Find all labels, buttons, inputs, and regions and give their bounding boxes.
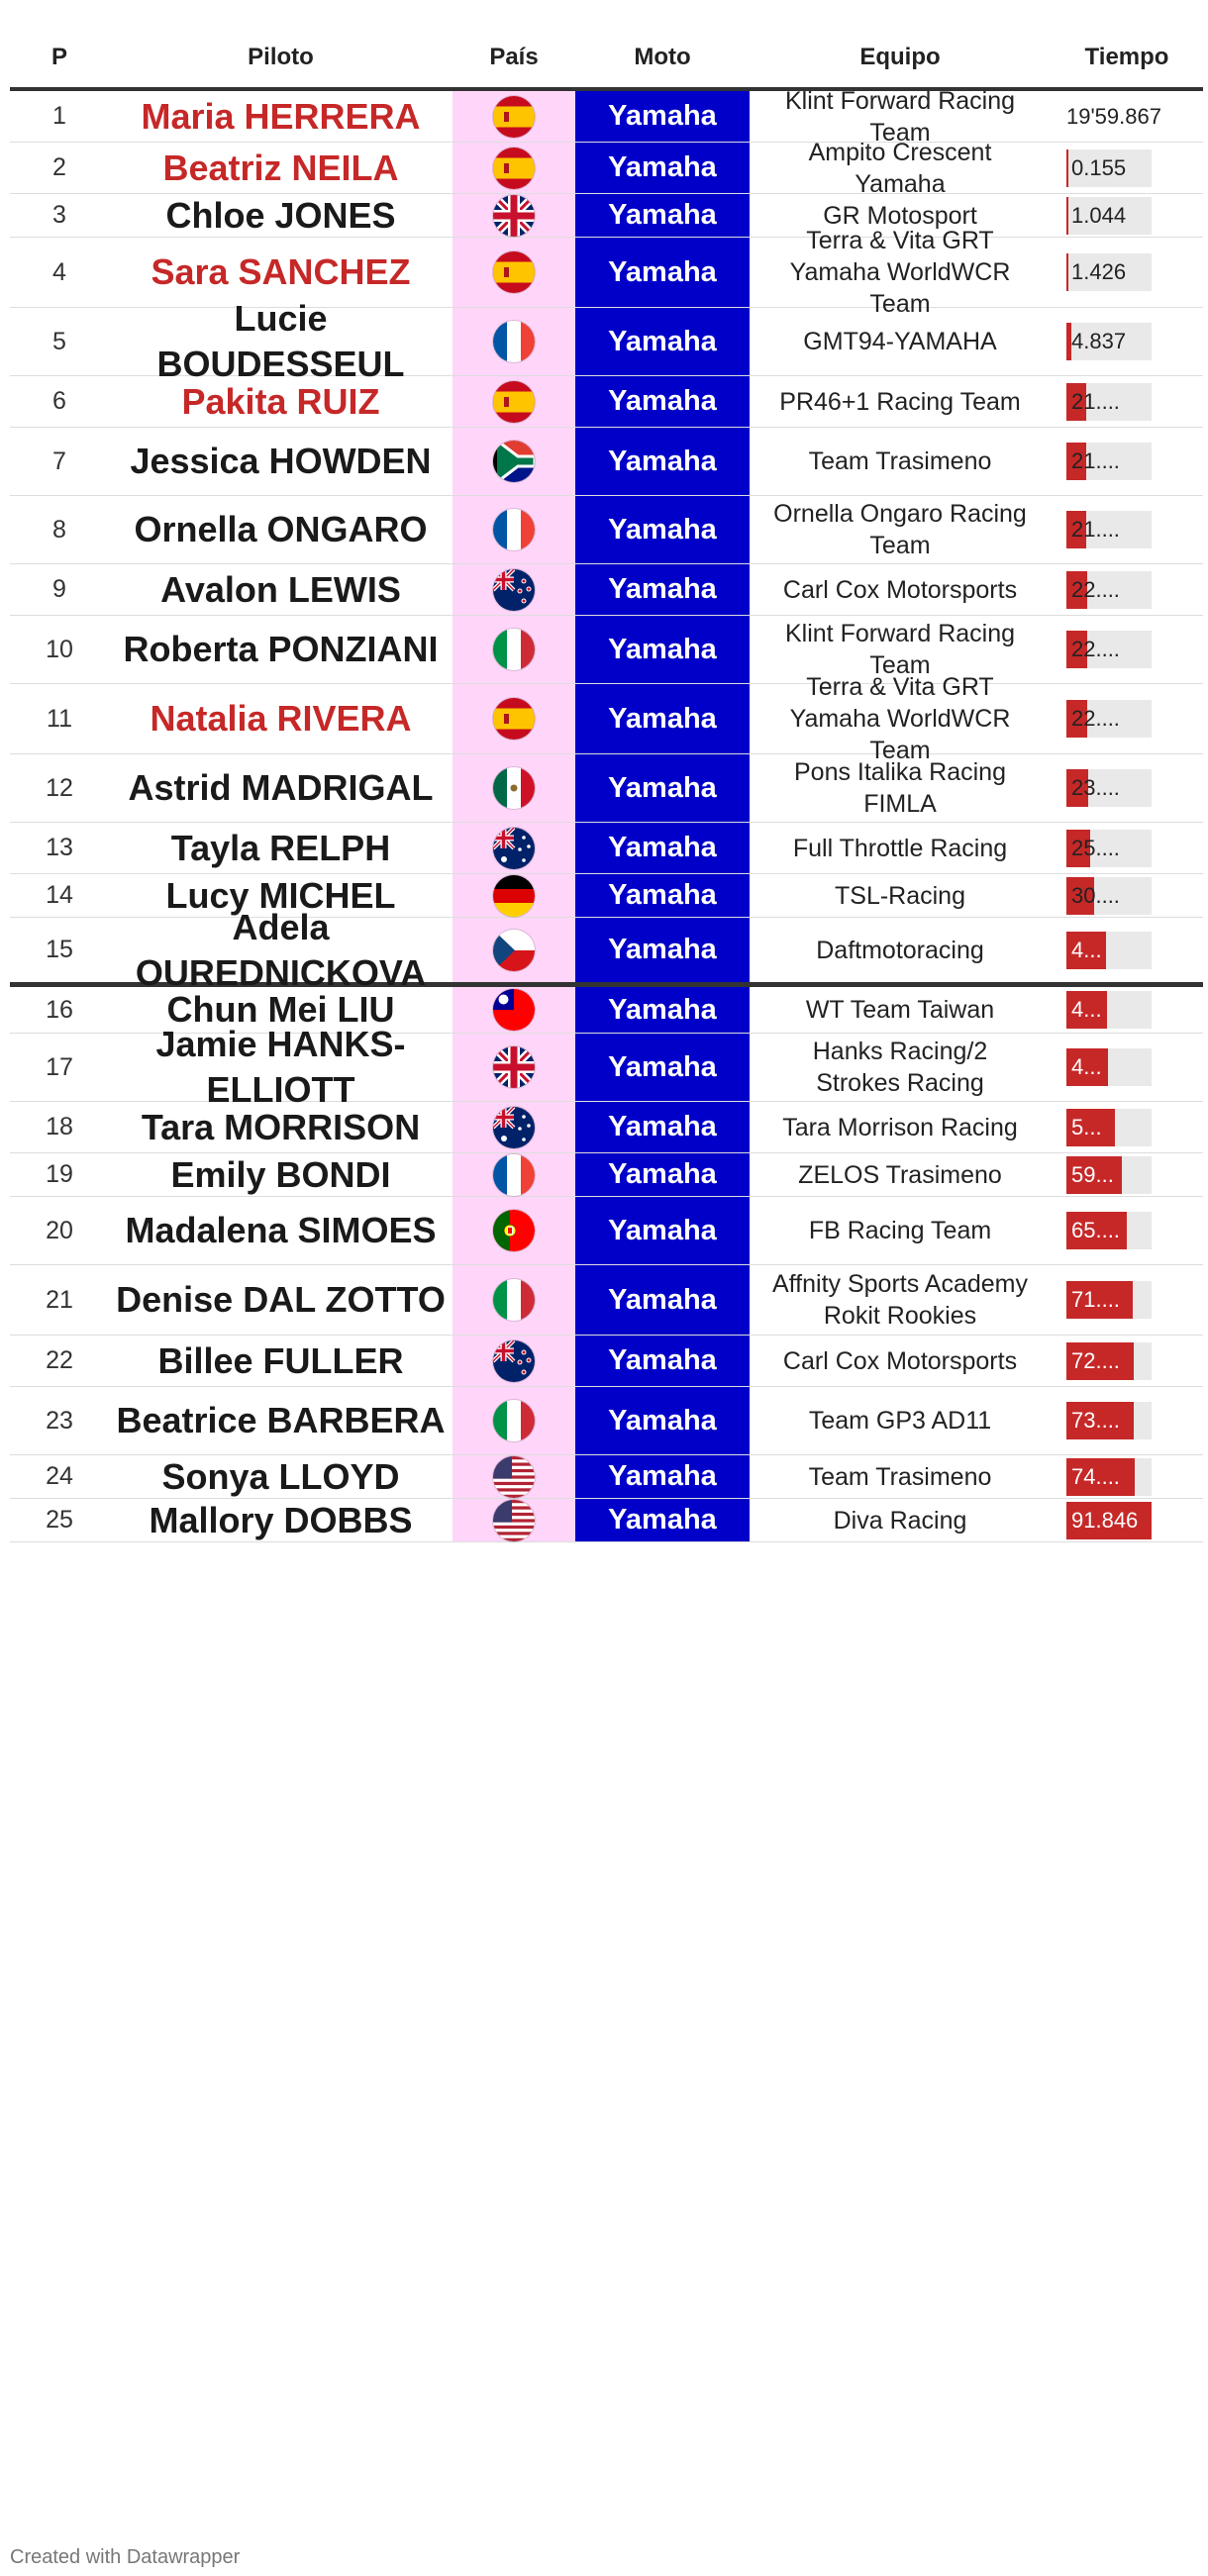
gap-bar bbox=[1066, 1281, 1152, 1319]
position: 5 bbox=[52, 327, 66, 355]
gap-value: 72.... bbox=[1071, 1347, 1120, 1373]
bike-brand: Yamaha bbox=[575, 754, 750, 822]
position: 24 bbox=[46, 1462, 73, 1490]
table-row bbox=[10, 906, 1203, 993]
bike-brand: Yamaha bbox=[575, 918, 750, 982]
gap-bar bbox=[1066, 197, 1152, 235]
team-name: Terra & Vita GRT Yamaha WorldWCR Team bbox=[789, 227, 1011, 318]
country-cell bbox=[453, 143, 575, 193]
time-cell bbox=[1051, 823, 1203, 873]
time-cell bbox=[1051, 428, 1203, 495]
team-name: Ampito Crescent Yamaha bbox=[808, 138, 992, 198]
gap-bar bbox=[1066, 443, 1152, 480]
rider-name: Chun Mei LIU bbox=[166, 989, 395, 1030]
table-row bbox=[10, 673, 1203, 764]
rider-name: Ornella ONGARO bbox=[134, 509, 428, 549]
gap-value: 1.044 bbox=[1071, 202, 1127, 228]
table-row bbox=[10, 86, 1203, 147]
team-name: WT Team Taiwan bbox=[805, 996, 995, 1024]
spain-flag-icon bbox=[493, 251, 535, 293]
country-cell bbox=[453, 1034, 575, 1101]
table-row bbox=[10, 1336, 1203, 1387]
country-cell bbox=[453, 684, 575, 753]
table-row bbox=[10, 428, 1203, 496]
table-row bbox=[10, 1024, 1203, 1110]
rider-name: Beatrice BARBERA bbox=[116, 1400, 446, 1440]
bike-brand: Yamaha bbox=[575, 428, 750, 495]
gap-bar-fill bbox=[1066, 149, 1068, 187]
table-row bbox=[10, 1197, 1203, 1265]
gap-value: 30.... bbox=[1071, 882, 1120, 908]
position: 19 bbox=[46, 1160, 73, 1188]
gap-bar bbox=[1066, 700, 1152, 738]
bike-brand: Yamaha bbox=[575, 91, 750, 142]
bike-brand: Yamaha bbox=[575, 496, 750, 563]
team-name: Tara Morrison Racing bbox=[782, 1113, 1018, 1141]
position: 9 bbox=[52, 575, 66, 603]
table-row bbox=[10, 1102, 1203, 1153]
position: 15 bbox=[46, 936, 73, 963]
spain-flag-icon bbox=[493, 381, 535, 423]
gap-bar bbox=[1066, 1212, 1152, 1249]
time-cell bbox=[1051, 194, 1203, 237]
team-name: Klint Forward Racing Team bbox=[784, 620, 1016, 679]
rider-name: Lucy MICHEL bbox=[165, 874, 396, 916]
gap-bar bbox=[1066, 383, 1152, 421]
time-cell bbox=[1051, 684, 1203, 753]
time-cell bbox=[1051, 1197, 1203, 1264]
rider-name: Madalena SIMOES bbox=[125, 1210, 437, 1250]
time-cell bbox=[1051, 496, 1203, 563]
gap-value: 71.... bbox=[1071, 1287, 1120, 1312]
team-name: Hanks Racing/2 Strokes Racing bbox=[812, 1038, 988, 1097]
rider-name: Sonya LLOYD bbox=[161, 1455, 400, 1497]
position: 6 bbox=[52, 387, 66, 415]
country-cell bbox=[453, 428, 575, 495]
time-cell bbox=[1051, 1102, 1203, 1152]
position: 17 bbox=[46, 1052, 73, 1081]
time-cell bbox=[1051, 1387, 1203, 1454]
country-cell bbox=[453, 194, 575, 237]
bike-brand: Yamaha bbox=[575, 308, 750, 375]
rider-name: Natalia RIVERA bbox=[150, 698, 412, 739]
france-flag-icon bbox=[493, 1154, 535, 1196]
gap-value: 21.... bbox=[1071, 448, 1120, 473]
bike-brand: Yamaha bbox=[575, 143, 750, 193]
position: 2 bbox=[52, 153, 66, 181]
time-cell bbox=[1051, 1265, 1203, 1335]
spain-flag-icon bbox=[493, 148, 535, 189]
header-pais: País bbox=[489, 44, 539, 70]
table-row bbox=[10, 1265, 1203, 1336]
gap-value: 74.... bbox=[1071, 1463, 1120, 1489]
country-cell bbox=[453, 754, 575, 822]
gap-value: 22.... bbox=[1071, 576, 1120, 602]
team-name: Klint Forward Racing Team bbox=[784, 86, 1016, 147]
gap-bar bbox=[1066, 1109, 1152, 1146]
team-name: Diva Racing bbox=[833, 1506, 967, 1535]
gap-bar bbox=[1066, 511, 1152, 548]
rider-name: Billee FULLER bbox=[157, 1339, 404, 1381]
rider-name: Pakita RUIZ bbox=[181, 380, 380, 422]
team-name: Team Trasimeno bbox=[808, 1462, 992, 1491]
country-cell bbox=[453, 1455, 575, 1498]
table-row bbox=[10, 138, 1203, 198]
gap-bar bbox=[1066, 1048, 1152, 1086]
bike-brand: Yamaha bbox=[575, 1387, 750, 1454]
gap-bar bbox=[1066, 1342, 1152, 1380]
position: 12 bbox=[46, 773, 73, 802]
country-cell bbox=[453, 1197, 575, 1264]
position: 8 bbox=[52, 515, 66, 544]
team-name: Team GP3 AD11 bbox=[808, 1407, 992, 1435]
bike-brand: Yamaha bbox=[575, 1197, 750, 1264]
bike-brand: Yamaha bbox=[575, 1499, 750, 1541]
country-cell bbox=[453, 1153, 575, 1196]
table-row bbox=[10, 823, 1203, 874]
country-cell bbox=[453, 1387, 575, 1454]
position: 13 bbox=[46, 834, 73, 861]
team-name: Affnity Sports Academy Rokit Rookies bbox=[772, 1270, 1028, 1330]
south-africa-flag-icon bbox=[493, 441, 535, 482]
spain-flag-icon bbox=[493, 96, 535, 138]
position: 25 bbox=[46, 1506, 73, 1534]
time-cell bbox=[1051, 918, 1203, 982]
bike-brand: Yamaha bbox=[575, 238, 750, 307]
country-cell bbox=[453, 823, 575, 873]
gap-value: 21.... bbox=[1071, 388, 1120, 414]
country-cell bbox=[453, 91, 575, 142]
country-cell bbox=[453, 1336, 575, 1386]
position: 3 bbox=[52, 201, 66, 229]
new-zealand-flag-icon bbox=[493, 569, 535, 611]
time-cell bbox=[1051, 143, 1203, 193]
table-row bbox=[10, 496, 1203, 564]
table-row bbox=[10, 298, 1203, 384]
time-cell bbox=[1051, 874, 1203, 917]
czech-flag-icon bbox=[493, 930, 535, 971]
gap-value: 4... bbox=[1071, 997, 1102, 1022]
gap-bar bbox=[1066, 932, 1152, 969]
gap-bar-fill bbox=[1066, 197, 1068, 235]
gap-bar bbox=[1066, 149, 1152, 187]
team-name: TSL-Racing bbox=[835, 881, 965, 910]
gap-value: 59... bbox=[1071, 1161, 1114, 1187]
gap-value: 23.... bbox=[1071, 775, 1120, 800]
country-cell bbox=[453, 308, 575, 375]
uk-flag-icon bbox=[493, 1046, 535, 1088]
uk-flag-icon bbox=[493, 195, 535, 237]
time-cell bbox=[1051, 1153, 1203, 1196]
country-cell bbox=[453, 1102, 575, 1152]
rider-name: Maria HERRERA bbox=[141, 95, 421, 137]
team-name: Full Throttle Racing bbox=[792, 834, 1008, 862]
header-equipo: Equipo bbox=[859, 44, 941, 70]
team-name: FB Racing Team bbox=[808, 1217, 992, 1244]
gap-bar bbox=[1066, 571, 1152, 609]
time-cell bbox=[1051, 616, 1203, 683]
country-cell bbox=[453, 1499, 575, 1541]
gap-bar bbox=[1066, 1402, 1152, 1439]
gap-bar bbox=[1066, 877, 1152, 915]
leader-time: 19'59.867 bbox=[1066, 103, 1161, 129]
gap-value: 1.426 bbox=[1071, 259, 1127, 284]
team-name: Pons Italika Racing FIMLA bbox=[793, 758, 1006, 818]
bike-brand: Yamaha bbox=[575, 874, 750, 917]
usa-flag-icon bbox=[493, 1456, 535, 1498]
gap-value: 0.155 bbox=[1071, 154, 1127, 180]
gap-bar bbox=[1066, 769, 1152, 807]
position: 16 bbox=[46, 995, 73, 1024]
time-cell bbox=[1051, 238, 1203, 307]
taiwan-flag-icon bbox=[493, 989, 535, 1031]
italy-flag-icon bbox=[493, 1400, 535, 1441]
time-cell bbox=[1051, 91, 1203, 142]
bike-brand: Yamaha bbox=[575, 564, 750, 615]
rider-name: Denise DAL ZOTTO bbox=[116, 1279, 446, 1320]
rider-name: Astrid MADRIGAL bbox=[128, 767, 434, 808]
rider-name: Sara SANCHEZ bbox=[151, 251, 411, 292]
gap-value: 22.... bbox=[1071, 637, 1120, 661]
gap-bar bbox=[1066, 323, 1152, 360]
position: 10 bbox=[46, 635, 73, 663]
position: 1 bbox=[52, 102, 66, 130]
time-cell bbox=[1051, 564, 1203, 615]
country-cell bbox=[453, 918, 575, 982]
germany-flag-icon bbox=[493, 875, 535, 917]
gap-value: 5... bbox=[1071, 1114, 1102, 1139]
position: 18 bbox=[46, 1113, 73, 1140]
team-name: GR Motosport bbox=[823, 201, 977, 230]
country-cell bbox=[453, 496, 575, 563]
rider-name: Beatriz NEILA bbox=[162, 147, 399, 188]
country-cell bbox=[453, 874, 575, 917]
rider-name: Lucie BOUDESSEUL bbox=[156, 298, 405, 384]
italy-flag-icon bbox=[493, 629, 535, 670]
team-name: Carl Cox Motorsports bbox=[782, 1346, 1018, 1375]
bike-brand: Yamaha bbox=[575, 1455, 750, 1498]
bike-brand: Yamaha bbox=[575, 1034, 750, 1101]
position: 4 bbox=[52, 257, 66, 286]
bike-brand: Yamaha bbox=[575, 987, 750, 1033]
rider-name: Adela OUREDNICKOVA bbox=[135, 906, 427, 993]
country-cell bbox=[453, 616, 575, 683]
team-name: Ornella Ongaro Racing Team bbox=[773, 500, 1027, 559]
france-flag-icon bbox=[493, 321, 535, 362]
gap-value: 21.... bbox=[1071, 517, 1120, 542]
time-cell bbox=[1051, 376, 1203, 427]
position: 23 bbox=[46, 1406, 73, 1435]
bike-brand: Yamaha bbox=[575, 1265, 750, 1335]
france-flag-icon bbox=[493, 509, 535, 550]
bike-brand: Yamaha bbox=[575, 823, 750, 873]
country-cell bbox=[453, 987, 575, 1033]
results-table bbox=[10, 0, 1203, 1542]
portugal-flag-icon bbox=[493, 1210, 535, 1251]
gap-bar bbox=[1066, 1156, 1152, 1194]
bike-brand: Yamaha bbox=[575, 1336, 750, 1386]
new-zealand-flag-icon bbox=[493, 1340, 535, 1382]
table-row bbox=[10, 376, 1203, 428]
time-cell bbox=[1051, 1455, 1203, 1498]
table-header bbox=[10, 0, 1203, 91]
header-p: P bbox=[50, 44, 67, 70]
australia-flag-icon bbox=[493, 828, 535, 869]
team-name: Terra & Vita GRT Yamaha WorldWCR Team bbox=[789, 673, 1011, 764]
gap-value: 4... bbox=[1071, 1054, 1102, 1079]
time-cell bbox=[1051, 1034, 1203, 1101]
australia-flag-icon bbox=[493, 1107, 535, 1148]
gap-bar bbox=[1066, 631, 1152, 668]
table-row bbox=[10, 754, 1203, 823]
gap-value: 65.... bbox=[1071, 1218, 1120, 1242]
gap-bar bbox=[1066, 830, 1152, 867]
gap-value: 4... bbox=[1071, 937, 1102, 962]
team-name: PR46+1 Racing Team bbox=[779, 387, 1021, 416]
spain-flag-icon bbox=[493, 698, 535, 740]
position: 7 bbox=[52, 446, 66, 475]
country-cell bbox=[453, 238, 575, 307]
position: 14 bbox=[46, 881, 73, 909]
header-piloto: Piloto bbox=[248, 44, 314, 70]
time-cell bbox=[1051, 987, 1203, 1033]
team-name: Team Trasimeno bbox=[808, 447, 992, 475]
gap-value: 91.846 bbox=[1071, 1507, 1139, 1533]
time-cell bbox=[1051, 754, 1203, 822]
bike-brand: Yamaha bbox=[575, 1102, 750, 1152]
time-cell bbox=[1051, 308, 1203, 375]
rider-name: Jamie HANKS-ELLIOTT bbox=[155, 1024, 406, 1110]
table-body bbox=[10, 86, 1203, 1542]
gap-value: 4.837 bbox=[1071, 329, 1127, 353]
position: 11 bbox=[47, 704, 72, 733]
gap-bar bbox=[1066, 1502, 1152, 1539]
italy-flag-icon bbox=[493, 1279, 535, 1321]
rider-name: Avalon LEWIS bbox=[160, 568, 401, 610]
datawrapper-credit[interactable]: Created with Datawrapper bbox=[10, 2546, 241, 2568]
header-tiempo: Tiempo bbox=[1084, 44, 1169, 70]
position: 20 bbox=[46, 1216, 73, 1244]
position: 22 bbox=[46, 1346, 73, 1374]
mexico-flag-icon bbox=[493, 767, 535, 809]
table-row bbox=[10, 564, 1203, 616]
rider-name: Roberta PONZIANI bbox=[123, 629, 439, 669]
bike-brand: Yamaha bbox=[575, 684, 750, 753]
table-row bbox=[10, 1387, 1203, 1455]
country-cell bbox=[453, 376, 575, 427]
country-cell bbox=[453, 1265, 575, 1335]
gap-bar bbox=[1066, 1458, 1152, 1496]
rider-name: Mallory DOBBS bbox=[149, 1499, 413, 1540]
table-row bbox=[10, 1499, 1203, 1542]
table-row bbox=[10, 1153, 1203, 1197]
team-name: Daftmotoracing bbox=[816, 936, 984, 964]
table-row bbox=[10, 1455, 1203, 1499]
usa-flag-icon bbox=[493, 1500, 535, 1541]
time-cell bbox=[1051, 1336, 1203, 1386]
bike-brand: Yamaha bbox=[575, 194, 750, 237]
rider-name: Emily BONDI bbox=[170, 1153, 391, 1195]
gap-bar-fill bbox=[1066, 253, 1068, 291]
rider-name: Tayla RELPH bbox=[170, 827, 391, 868]
gap-bar bbox=[1066, 253, 1152, 291]
team-name: Carl Cox Motorsports bbox=[782, 575, 1018, 604]
bike-brand: Yamaha bbox=[575, 1153, 750, 1196]
gap-value: 25.... bbox=[1071, 835, 1120, 860]
bike-brand: Yamaha bbox=[575, 376, 750, 427]
position: 21 bbox=[46, 1285, 73, 1314]
country-cell bbox=[453, 564, 575, 615]
header-moto: Moto bbox=[634, 44, 691, 70]
gap-value: 73.... bbox=[1071, 1408, 1120, 1433]
team-name: ZELOS Trasimeno bbox=[798, 1160, 1002, 1189]
bike-brand: Yamaha bbox=[575, 616, 750, 683]
team-name: GMT94-YAMAHA bbox=[803, 328, 997, 355]
rider-name: Tara MORRISON bbox=[141, 1106, 421, 1147]
rider-name: Chloe JONES bbox=[165, 194, 396, 236]
rider-name: Jessica HOWDEN bbox=[130, 441, 432, 481]
gap-bar bbox=[1066, 991, 1152, 1029]
gap-bar-fill bbox=[1066, 323, 1071, 360]
time-cell bbox=[1051, 1499, 1203, 1541]
gap-value: 22.... bbox=[1071, 706, 1120, 731]
